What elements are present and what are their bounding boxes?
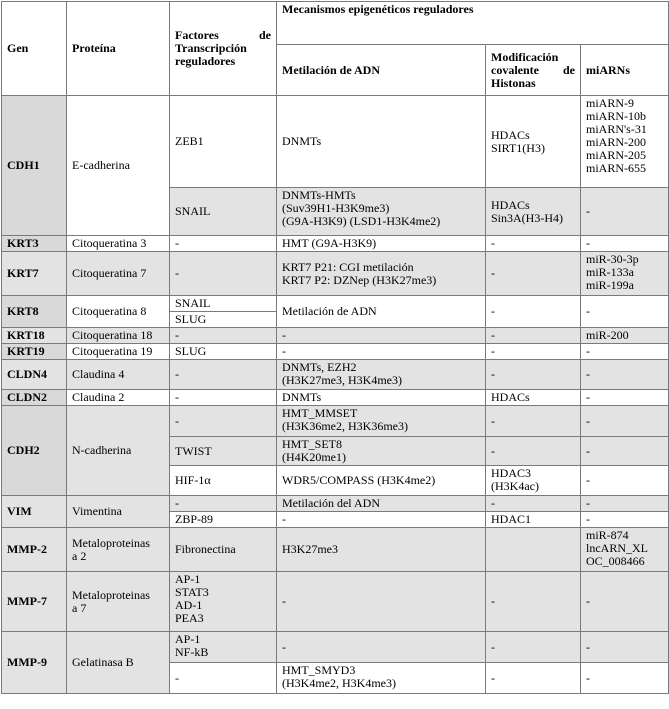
- tf-cell: SLUG: [170, 344, 277, 360]
- header-proteina: Proteína: [67, 2, 170, 96]
- tf-cell: -: [170, 328, 277, 344]
- header-factores-line2: Transcripción: [175, 41, 247, 55]
- histone-cell: -: [486, 437, 581, 466]
- protein-cell: N-cadherina: [67, 406, 170, 496]
- protein-cell: Citoqueratina 19: [67, 344, 170, 360]
- histone-cell: HDACs Sin3A(H3-H4): [486, 188, 581, 236]
- tf-cell: -: [170, 496, 277, 512]
- header-factores-line3: reguladores: [175, 54, 236, 68]
- mirna-cell: -: [581, 512, 669, 528]
- header-factores-de: de: [259, 28, 271, 42]
- mirna-cell: -: [581, 632, 669, 663]
- tf-cell: ZEB1: [170, 96, 277, 188]
- header-modificacion-covalente: covalente: [491, 62, 539, 77]
- protein-cell: Citoqueratina 8: [67, 296, 170, 328]
- gene-cell: KRT8: [2, 296, 67, 328]
- mirna-cell: -: [581, 572, 669, 632]
- header-gen: Gen: [2, 2, 67, 96]
- gene-cell: MMP-7: [2, 572, 67, 632]
- tf-cell: -: [170, 360, 277, 390]
- mirna-cell: -: [581, 663, 669, 694]
- gene-cell: KRT7: [2, 252, 67, 296]
- histone-cell: HDAC1: [486, 512, 581, 528]
- header-mecanismos: Mecanismos epigenéticos reguladores: [277, 2, 669, 45]
- protein-cell: Citoqueratina 18: [67, 328, 170, 344]
- histone-cell: -: [486, 360, 581, 390]
- methylation-cell: HMT_MMSET (H3K36me2, H3K36me3): [277, 406, 486, 437]
- mirna-cell: -: [581, 496, 669, 512]
- histone-cell: -: [486, 406, 581, 437]
- methylation-cell: Metilación del ADN: [277, 496, 486, 512]
- gene-cell: VIM: [2, 496, 67, 528]
- histone-cell: -: [486, 572, 581, 632]
- header-mirnas: miARNs: [581, 45, 669, 96]
- methylation-cell: KRT7 P21: CGI metilación KRT7 P2: DZNep (H3K27me3): [277, 252, 486, 296]
- methylation-cell: H3K27me3: [277, 528, 486, 572]
- tf-cell: HIF-1α: [170, 466, 277, 496]
- protein-cell: Citoqueratina 7: [67, 252, 170, 296]
- mirna-cell: -: [581, 466, 669, 496]
- methylation-cell: -: [277, 344, 486, 360]
- mirna-cell: -: [581, 236, 669, 252]
- histone-cell: -: [486, 252, 581, 296]
- tf-cell: -: [170, 663, 277, 694]
- gene-cell: CLDN4: [2, 360, 67, 390]
- mirna-cell: miARN-9 miARN-10b miARN's-31 miARN-200 miARN-205 miARN-655: [581, 96, 669, 188]
- protein-cell: Metaloproteinas a 2: [67, 528, 170, 572]
- methylation-cell: DNMTs-HMTs (Suv39H1-H3K9me3) (G9A-H3K9) (LSD1-H3K4me2): [277, 188, 486, 236]
- header-modificacion-line1: Modificación: [491, 49, 559, 64]
- methylation-cell: -: [277, 328, 486, 344]
- tf-cell: AP-1 STAT3 AD-1 PEA3: [170, 572, 277, 632]
- tf-cell: -: [170, 406, 277, 437]
- methylation-cell: DNMTs, EZH2 (H3K27me3, H3K4me3): [277, 360, 486, 390]
- histone-cell: -: [486, 496, 581, 512]
- mirna-cell: -: [581, 344, 669, 360]
- mirna-cell: -: [581, 437, 669, 466]
- histone-cell: -: [486, 236, 581, 252]
- header-factores: [170, 2, 277, 96]
- protein-cell: Gelatinasa B: [67, 632, 170, 694]
- histone-cell: -: [486, 663, 581, 694]
- methylation-cell: HMT (G9A-H3K9): [277, 236, 486, 252]
- gene-cell: MMP-2: [2, 528, 67, 572]
- methylation-cell: WDR5/COMPASS (H3K4me2): [277, 466, 486, 496]
- header-metilacion: Metilación de ADN: [277, 45, 486, 96]
- protein-cell: E-cadherina: [67, 96, 170, 236]
- methylation-cell: -: [277, 572, 486, 632]
- gene-cell: KRT18: [2, 328, 67, 344]
- mirna-cell: miR-30-3p miR-133a miR-199a: [581, 252, 669, 296]
- mirna-cell: -: [581, 406, 669, 437]
- header-factores-word: Factores: [175, 28, 219, 42]
- header-modificacion: [486, 45, 581, 96]
- tf-cell: TWIST: [170, 437, 277, 466]
- histone-cell: [486, 528, 581, 572]
- histone-cell: HDACs SIRT1(H3): [486, 96, 581, 188]
- protein-cell: Claudina 2: [67, 390, 170, 406]
- histone-cell: -: [486, 632, 581, 663]
- protein-cell: Citoqueratina 3: [67, 236, 170, 252]
- mirna-cell: miR-874 lncARN_XL OC_008466: [581, 528, 669, 572]
- methylation-cell: DNMTs: [277, 390, 486, 406]
- protein-cell: Claudina 4: [67, 360, 170, 390]
- histone-cell: -: [486, 296, 581, 328]
- protein-cell: Metaloproteinas a 7: [67, 572, 170, 632]
- mirna-cell: -: [581, 360, 669, 390]
- mirna-cell: -: [581, 188, 669, 236]
- histone-cell: HDAC3 (H3K4ac): [486, 466, 581, 496]
- methylation-cell: -: [277, 512, 486, 528]
- methylation-cell: HMT_SMYD3 (H3K4me2, H3K4me3): [277, 663, 486, 694]
- methylation-cell: -: [277, 632, 486, 663]
- tf-cell: SNAIL: [170, 296, 277, 312]
- tf-cell: -: [170, 252, 277, 296]
- methylation-cell: Metilación de ADN: [277, 296, 486, 328]
- tf-cell: ZBP-89: [170, 512, 277, 528]
- header-modificacion-de: de: [563, 62, 575, 77]
- tf-cell: -: [170, 236, 277, 252]
- mirna-cell: -: [581, 296, 669, 328]
- histone-cell: HDACs: [486, 390, 581, 406]
- header-modificacion-line3: Histonas: [491, 75, 536, 90]
- mirna-cell: -: [581, 390, 669, 406]
- tf-cell: -: [170, 390, 277, 406]
- gene-cell: MMP-9: [2, 632, 67, 694]
- gene-cell: CDH1: [2, 96, 67, 236]
- tf-cell: SLUG: [170, 312, 277, 328]
- histone-cell: -: [486, 328, 581, 344]
- gene-cell: CLDN2: [2, 390, 67, 406]
- mirna-cell: miR-200: [581, 328, 669, 344]
- tf-cell: Fibronectina: [170, 528, 277, 572]
- methylation-cell: HMT_SET8 (H4K20me1): [277, 437, 486, 466]
- methylation-cell: DNMTs: [277, 96, 486, 188]
- protein-cell: Vimentina: [67, 496, 170, 528]
- histone-cell: -: [486, 344, 581, 360]
- gene-cell: KRT19: [2, 344, 67, 360]
- epigenetic-regulation-table: [1, 1, 669, 694]
- tf-cell: SNAIL: [170, 188, 277, 236]
- gene-cell: CDH2: [2, 406, 67, 496]
- gene-cell: KRT3: [2, 236, 67, 252]
- tf-cell: AP-1 NF-kB: [170, 632, 277, 663]
